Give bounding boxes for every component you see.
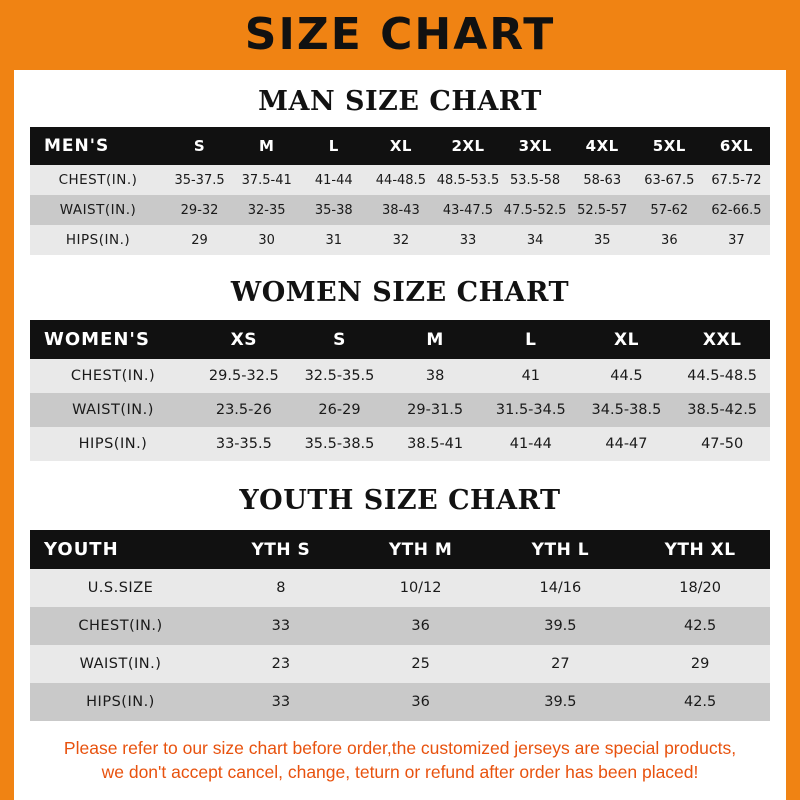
row-header: CHEST(IN.)	[78, 618, 163, 634]
table-cell: 42.5	[683, 618, 717, 634]
table-cell: 10/12	[399, 580, 442, 596]
chart-content	[14, 70, 786, 800]
table-cell: 35	[593, 232, 611, 248]
table-cell: 33	[271, 694, 291, 710]
order-policy-note	[25, 737, 775, 784]
page-banner	[14, 0, 786, 70]
table-cell: 63-67.5	[644, 172, 695, 188]
row-header: WAIST(IN.)	[79, 656, 162, 672]
table-cell: 14/16	[539, 580, 582, 596]
youth-size-table	[30, 530, 770, 721]
column-header: S	[333, 329, 346, 350]
table-cell: 18/20	[679, 580, 722, 596]
table-cell: 36	[411, 618, 430, 634]
table-cell: 26-29	[318, 402, 361, 418]
note-line-2: we don't accept cancel, change, teturn or refund after order has been placed!	[101, 761, 699, 782]
table-cell: 31	[325, 232, 343, 248]
youth-table-header	[30, 530, 770, 569]
women-table-body	[30, 359, 770, 461]
row-header: HIPS(IN.)	[78, 436, 148, 452]
table-cell: 35.5-38.5	[304, 436, 375, 452]
table-cell: 53.5-58	[510, 172, 561, 188]
table-row	[30, 195, 770, 225]
column-header: 6XL	[719, 137, 753, 155]
women-table-header	[30, 320, 770, 359]
table-cell: 38.5-41	[407, 436, 464, 452]
table-cell: 47-50	[701, 436, 744, 452]
table-row	[30, 225, 770, 255]
table-cell: 52.5-57	[577, 202, 628, 218]
column-header: L	[525, 329, 537, 350]
youth-section-title: YOUTH SIZE CHART	[239, 485, 561, 516]
women-size-table	[30, 320, 770, 461]
table-corner-header: MEN'S	[44, 136, 110, 156]
column-header: YTH S	[251, 539, 311, 560]
table-cell: 29-32	[180, 202, 219, 218]
table-cell: 35-38	[314, 202, 353, 218]
table-cell: 39.5	[544, 618, 577, 634]
column-header: S	[193, 137, 206, 155]
table-cell: 8	[276, 580, 286, 596]
column-header: 4XL	[585, 137, 619, 155]
table-cell: 47.5-52.5	[503, 202, 567, 218]
column-header: 3XL	[518, 137, 552, 155]
column-header: 5XL	[652, 137, 686, 155]
table-cell: 32.5-35.5	[304, 368, 375, 384]
table-cell: 32	[392, 232, 410, 248]
table-row	[30, 683, 770, 721]
table-cell: 38.5-42.5	[687, 402, 758, 418]
table-cell: 58-63	[583, 172, 622, 188]
table-cell: 41-44	[509, 436, 552, 452]
row-header: WAIST(IN.)	[72, 402, 154, 418]
row-header: CHEST(IN.)	[70, 368, 156, 384]
row-header: CHEST(IN.)	[58, 172, 138, 188]
table-cell: 39.5	[544, 694, 577, 710]
table-cell: 37	[728, 232, 745, 248]
table-cell: 27	[551, 656, 570, 672]
table-cell: 44.5	[610, 368, 643, 384]
men-table-header	[30, 127, 770, 165]
women-section-title: WOMEN SIZE CHART	[230, 277, 570, 308]
column-header: XXL	[702, 329, 742, 350]
column-header: XS	[230, 329, 257, 350]
youth-table-body	[30, 569, 770, 721]
row-header: U.S.SIZE	[87, 580, 154, 596]
page-title: SIZE CHART	[244, 9, 556, 60]
table-row	[30, 645, 770, 683]
table-cell: 42.5	[683, 694, 717, 710]
table-cell: 35-37.5	[174, 172, 225, 188]
table-header-row	[30, 530, 770, 569]
table-cell: 31.5-34.5	[495, 402, 566, 418]
table-row	[30, 607, 770, 645]
table-cell: 43-47.5	[442, 202, 494, 218]
table-cell: 48.5-53.5	[436, 172, 500, 188]
table-cell: 30	[258, 232, 275, 248]
table-cell: 33	[459, 232, 477, 248]
table-cell: 41	[521, 368, 541, 384]
table-corner-header: YOUTH	[44, 539, 119, 560]
row-header: WAIST(IN.)	[59, 202, 137, 218]
table-cell: 67.5-72	[711, 172, 762, 188]
table-cell: 38-43	[381, 202, 420, 218]
table-cell: 23	[271, 656, 291, 672]
table-cell: 29	[191, 232, 208, 248]
table-cell: 44-47	[605, 436, 648, 452]
table-corner-header: WOMEN'S	[44, 329, 150, 350]
row-header: HIPS(IN.)	[65, 232, 131, 248]
men-size-table	[30, 127, 770, 255]
column-header: M	[258, 137, 275, 155]
table-row	[30, 359, 770, 393]
column-header: L	[328, 137, 339, 155]
table-cell: 32-35	[247, 202, 286, 218]
table-header-row	[30, 127, 770, 165]
table-row	[30, 165, 770, 195]
table-cell: 36	[411, 694, 430, 710]
table-cell: 44.5-48.5	[687, 368, 758, 384]
table-cell: 62-66.5	[711, 202, 762, 218]
table-cell: 34.5-38.5	[591, 402, 662, 418]
column-header: XL	[613, 329, 639, 350]
table-cell: 37.5-41	[241, 172, 292, 188]
table-cell: 33-35.5	[215, 436, 272, 452]
table-cell: 33	[271, 618, 291, 634]
table-cell: 29-31.5	[407, 402, 464, 418]
table-cell: 44-48.5	[375, 172, 426, 188]
table-row	[30, 569, 770, 607]
table-cell: 57-62	[650, 202, 689, 218]
table-cell: 41-44	[314, 172, 353, 188]
column-header: XL	[389, 137, 412, 155]
table-cell: 38	[425, 368, 445, 384]
table-cell: 29	[690, 656, 710, 672]
note-line-1: Please refer to our size chart before order,the customized jerseys are special products,	[63, 738, 737, 758]
table-row	[30, 393, 770, 427]
table-row	[30, 427, 770, 461]
row-header: HIPS(IN.)	[86, 694, 155, 710]
column-header: YTH L	[531, 539, 590, 560]
column-header: M	[426, 329, 444, 350]
column-header: YTH XL	[664, 539, 736, 560]
man-section-title: MAN SIZE CHART	[258, 86, 542, 117]
column-header: 2XL	[451, 137, 485, 155]
men-table-body	[30, 165, 770, 255]
column-header: YTH M	[388, 539, 453, 560]
table-cell: 36	[661, 232, 678, 248]
table-cell: 23.5-26	[215, 402, 272, 418]
table-cell: 29.5-32.5	[208, 368, 279, 384]
table-header-row	[30, 320, 770, 359]
table-cell: 34	[526, 232, 544, 248]
table-cell: 25	[411, 656, 430, 672]
